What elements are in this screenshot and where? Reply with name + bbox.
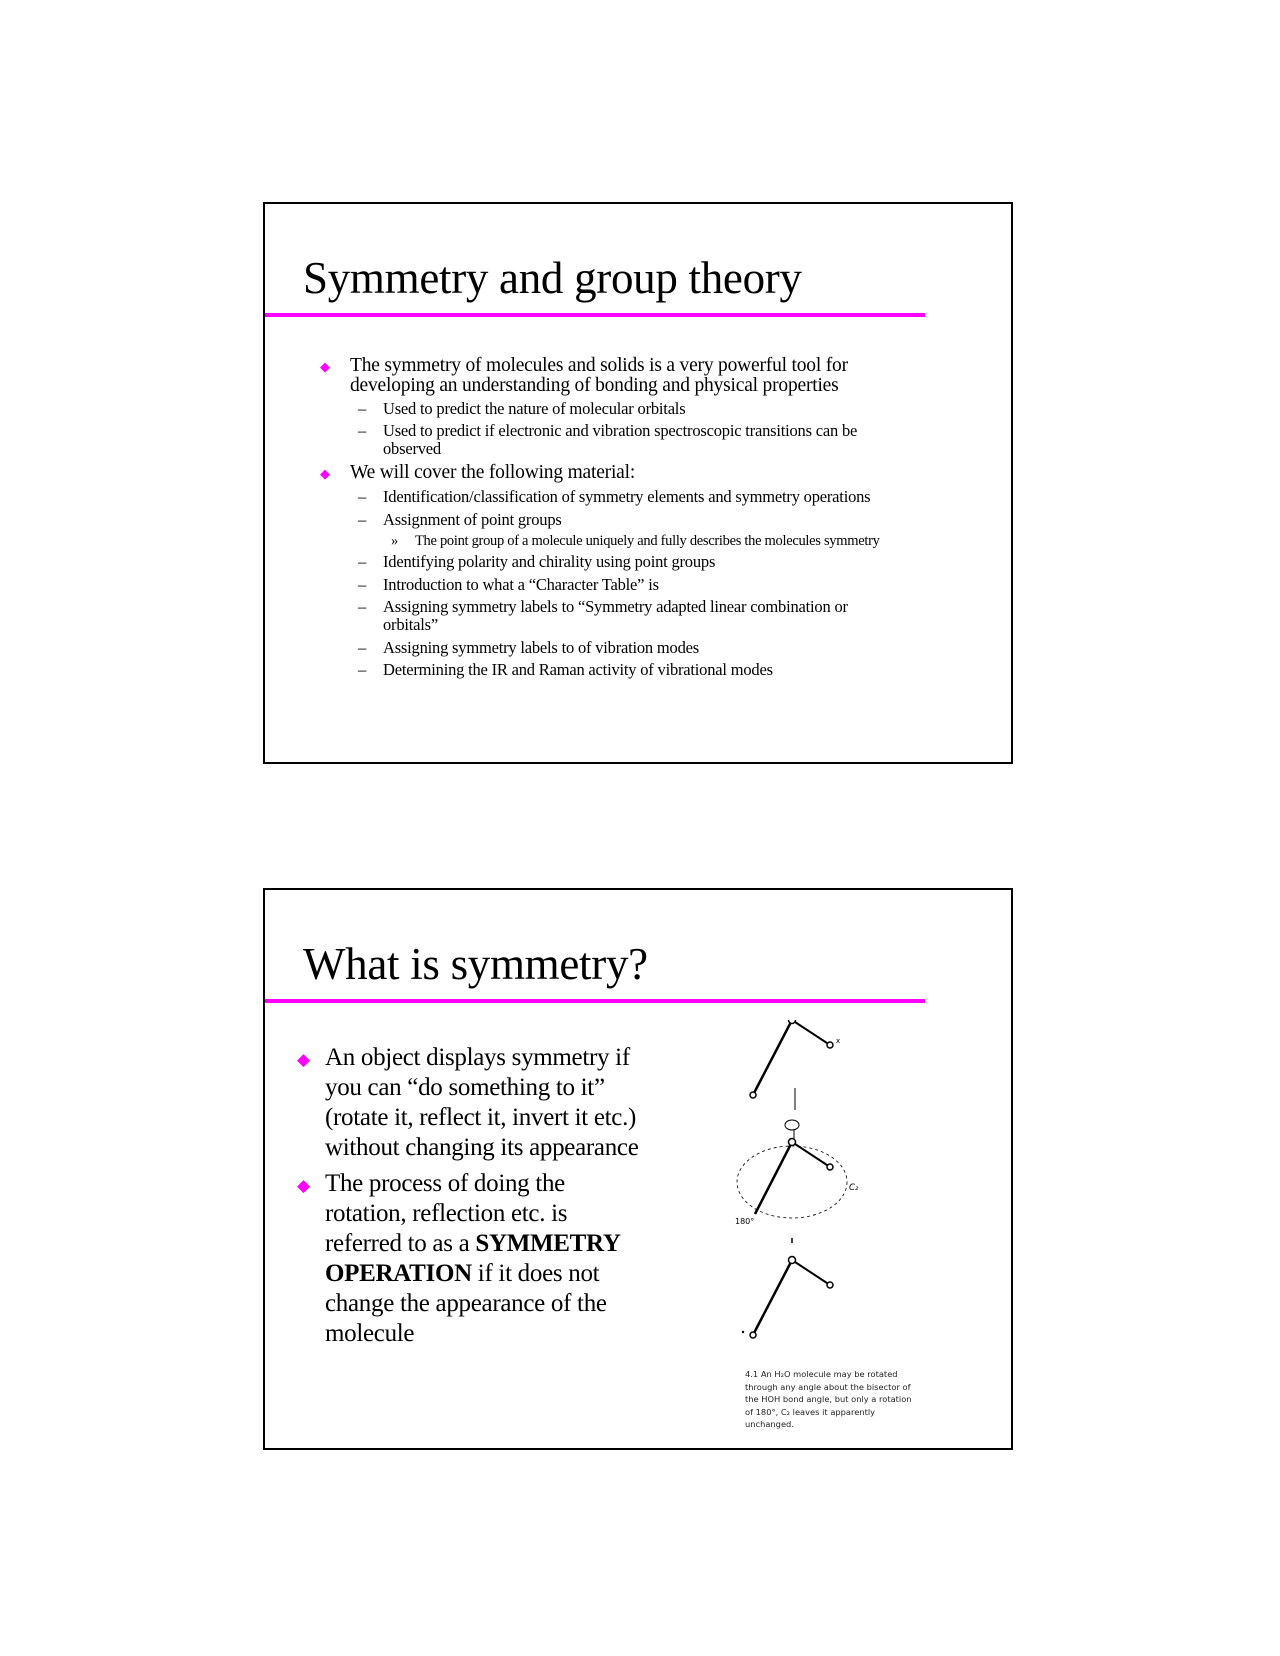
sub-bullet: Used to predict if electronic and vibration spectroscopic transitions can be xyxy=(383,421,858,440)
bullet-line: (rotate it, reflect it, invert it etc.) xyxy=(325,1104,637,1131)
slide-title: Symmetry and group theory xyxy=(303,253,802,303)
caption-line: unchanged. xyxy=(745,1419,794,1429)
operation-keyword: OPERATION xyxy=(325,1260,472,1287)
slide-symmetry-and-group-theory xyxy=(263,202,1013,764)
svg-text:x: x xyxy=(836,1037,841,1045)
sub-bullet: Assignment of point groups xyxy=(383,510,562,529)
bullet-line xyxy=(325,1229,665,1259)
sub-bullet: Used to predict the nature of molecular orbitals xyxy=(383,399,686,418)
title-underline xyxy=(265,313,925,317)
caption-line: of 180°, C₂ leaves it apparently xyxy=(745,1406,876,1417)
water-molecule-rotation xyxy=(735,1120,859,1226)
bullet-line: developing an understanding of bonding and physical properties xyxy=(350,375,839,396)
slide-title: What is symmetry? xyxy=(303,939,648,989)
sub-bullet: observed xyxy=(383,439,441,458)
sub-bullet: Identification/classification of symmetry elements and symmetry operations xyxy=(383,487,871,506)
diamond-bullet-icon: ◆ xyxy=(320,466,330,481)
rotation-circle xyxy=(737,1146,847,1218)
water-molecule-rotation-figure xyxy=(735,1020,925,1365)
symmetry-keyword: SYMMETRY xyxy=(475,1230,621,1257)
dash-bullet: – xyxy=(358,510,367,529)
dash-bullet: – xyxy=(358,552,367,571)
bullet-line: The process of doing the xyxy=(325,1170,565,1197)
bullet-line: molecule xyxy=(325,1320,415,1347)
bullet-line: An object displays symmetry if xyxy=(325,1044,630,1071)
sub-bullet: Determining the IR and Raman activity of vibrational modes xyxy=(383,660,773,679)
diamond-bullet-icon: ◆ xyxy=(297,1050,311,1069)
dash-bullet: – xyxy=(358,597,367,616)
dash-bullet: – xyxy=(358,575,367,594)
dash-bullet: – xyxy=(358,638,367,657)
bullet-line: change the appearance of the xyxy=(325,1290,607,1317)
angle-label: 180° xyxy=(735,1217,755,1226)
sub-bullet: Identifying polarity and chirality using point groups xyxy=(383,552,716,571)
diamond-bullet-icon: ◆ xyxy=(320,359,330,374)
title-underline xyxy=(265,999,925,1003)
sub-bullet: Assigning symmetry labels to “Symmetry adapted linear combination or xyxy=(383,597,848,616)
dash-bullet: – xyxy=(358,660,367,679)
bullet-line: you can “do something to it” xyxy=(325,1074,605,1101)
bullet-line: We will cover the following material: xyxy=(350,462,636,483)
caption-line: through any angle about the bisector of xyxy=(745,1381,911,1392)
caption-line: 4.1 An H₂O molecule may be rotated xyxy=(745,1369,898,1379)
guillemet-bullet: » xyxy=(391,533,399,549)
sub-sub-bullet: The point group of a molecule uniquely and fully describes the molecules symmetry xyxy=(415,533,880,549)
bullet-text: if it does not xyxy=(471,1260,600,1287)
dash-bullet: – xyxy=(358,421,367,440)
caption-line: the HOH bond angle, but only a rotation xyxy=(745,1394,912,1404)
sub-bullet: Assigning symmetry labels to of vibration modes xyxy=(383,638,699,657)
water-molecule-after xyxy=(742,1257,833,1339)
figure-caption xyxy=(745,1368,917,1431)
bullet-line: without changing its appearance xyxy=(325,1134,639,1161)
rotation-arrow-icon xyxy=(785,1120,799,1130)
slide-what-is-symmetry xyxy=(263,888,1013,1450)
bullet-text: referred to as a xyxy=(325,1230,476,1257)
dash-bullet: – xyxy=(358,487,367,506)
bullet-line: rotation, reflection etc. is xyxy=(325,1200,568,1227)
water-molecule-before xyxy=(750,1020,840,1098)
c2-axis-label: C₂ xyxy=(849,1183,859,1193)
dash-bullet: – xyxy=(358,399,367,418)
sub-bullet: orbitals” xyxy=(383,615,439,634)
sub-bullet: Introduction to what a “Character Table” is xyxy=(383,575,659,594)
bullet-line xyxy=(325,1259,665,1289)
bullet-line: The symmetry of molecules and solids is a very powerful tool for xyxy=(350,355,848,376)
diamond-bullet-icon: ◆ xyxy=(297,1176,311,1195)
